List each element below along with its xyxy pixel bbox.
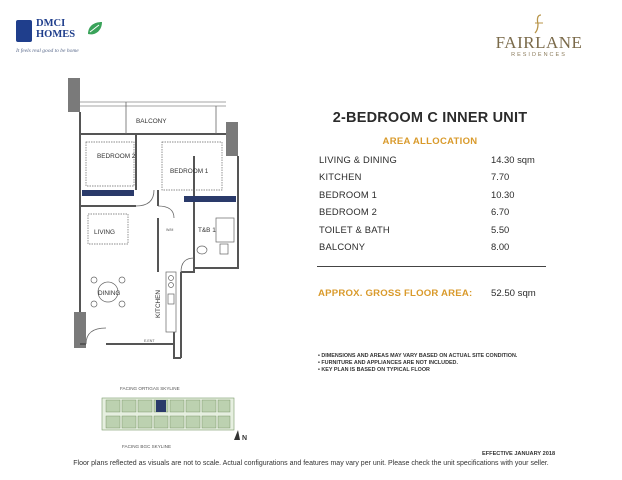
allocation-label: LIVING & DINING: [319, 154, 398, 165]
keyplan-top-label: FACING ORTIGAS SKYLINE: [120, 386, 180, 391]
gross-floor-area-value: 52.50 sqm: [491, 288, 536, 299]
dmci-logo-name2: HOMES: [36, 29, 76, 40]
dmci-emblem-icon: [16, 20, 32, 42]
allocation-row: [319, 224, 559, 241]
allocation-label: TOILET & BATH: [319, 223, 390, 235]
fairlane-logo-name: FAIRLANE: [495, 33, 583, 52]
keyplan-bottom-label: FACING BGC SKYLINE: [122, 444, 172, 449]
effective-date: EFFECTIVE JANUARY 2018: [482, 451, 556, 457]
room-label-dining: DINING: [98, 290, 121, 297]
fairlane-logo-sub: RESIDENCES: [511, 52, 567, 58]
column: [68, 78, 80, 112]
kitchen-counter: [166, 272, 176, 332]
dmci-homes-logo: [16, 18, 108, 64]
unit-title: 2-BEDROOM C INNER UNIT: [332, 110, 528, 126]
north-arrow-icon: [232, 428, 250, 442]
allocation-row: [319, 241, 559, 258]
room-label-balcony: BALCONY: [136, 118, 167, 125]
allocation-label: BEDROOM 2: [319, 206, 378, 218]
note: • FURNITURE AND APPLIANCES ARE NOT INCLUDED.: [318, 360, 458, 367]
allocation-value: 7.70: [491, 171, 510, 183]
wm-label: W/M: [166, 228, 174, 232]
allocation-value: 6.70: [491, 206, 510, 218]
ent-label: E.ENT: [144, 339, 155, 343]
dmci-logo-name: DMCI: [36, 18, 66, 29]
note: • DIMENSIONS AND AREAS MAY VARY BASED ON ACTUAL SITE CONDITION.: [318, 353, 518, 359]
allocation-label: KITCHEN: [319, 171, 362, 183]
beds: [86, 142, 222, 190]
area-allocation-table: [319, 154, 559, 258]
balcony-railing: [80, 102, 226, 106]
key-plan: [98, 388, 238, 446]
dmci-tagline: It feels real good to be home: [16, 48, 79, 54]
note: • KEY PLAN IS BASED ON TYPICAL FLOOR: [318, 367, 430, 374]
area-allocation-heading: AREA ALLOCATION: [382, 136, 478, 147]
north-label: N: [242, 435, 248, 442]
doors: [86, 102, 216, 344]
room-label-living: LIVING: [94, 229, 115, 236]
divider: [317, 266, 546, 267]
allocation-row: [319, 154, 559, 171]
allocation-value: 10.30: [491, 188, 515, 200]
allocation-label: BEDROOM 1: [319, 188, 378, 200]
dmci-leaf-icon: [86, 20, 104, 38]
allocation-value: 5.50: [491, 223, 510, 235]
disclaimer: Floor plans reflected as visuals are not to scale. Actual configurations and features may vary per unit. Please check the unit specifications with your seller.: [73, 460, 549, 467]
fairlane-logo: [494, 14, 584, 62]
floor-plan: [66, 72, 252, 362]
allocation-value: 8.00: [491, 240, 510, 252]
allocation-row: [319, 206, 559, 223]
gross-floor-area-label: APPROX. GROSS FLOOR AREA:: [318, 288, 473, 299]
bath-fixtures: [197, 218, 234, 254]
room-label-tb1: T&B 1: [198, 227, 216, 234]
column: [226, 122, 238, 156]
allocation-row: [319, 189, 559, 206]
allocation-value: 14.30 sqm: [491, 154, 535, 165]
room-label-kitchen: KITCHEN: [155, 289, 162, 318]
room-label-bedroom2: BEDROOM 2: [97, 153, 136, 160]
column: [74, 312, 86, 348]
fairlane-mark-icon: [532, 14, 546, 34]
allocation-label: BALCONY: [319, 240, 366, 252]
notes: [318, 353, 578, 375]
room-label-bedroom1: BEDROOM 1: [170, 168, 209, 175]
allocation-row: [319, 171, 559, 188]
